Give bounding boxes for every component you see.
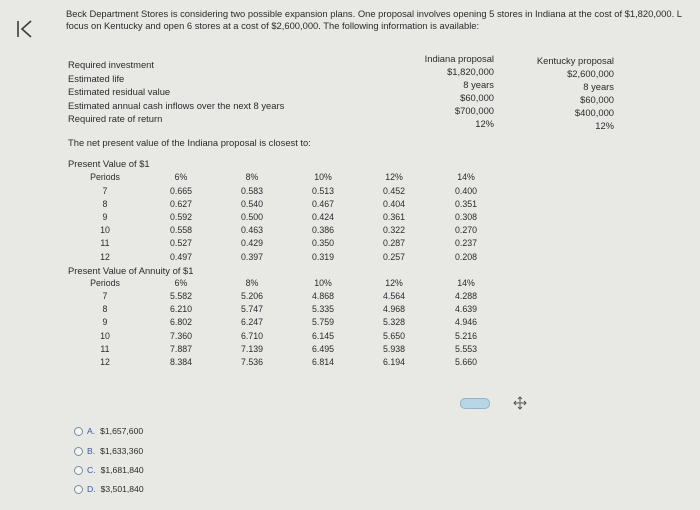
pva-factor-cell: 5.206 [240, 291, 263, 301]
pv-period-cell: 7 [102, 186, 108, 196]
pv-factor-cell: 0.308 [454, 212, 477, 223]
pva-period-cell: 12 [100, 357, 110, 367]
pva-factor-cell: 4.868 [311, 291, 334, 301]
option-d[interactable] [74, 484, 144, 494]
pva-factor-cell: 5.553 [454, 343, 477, 354]
pva-factor-cell: 5.328 [382, 317, 405, 328]
option-b-radio[interactable] [74, 447, 83, 456]
option-c[interactable] [74, 465, 144, 475]
option-c-text: $1,681,840 [100, 465, 144, 475]
option-d-radio[interactable] [74, 485, 83, 494]
pv-periods-header: Periods [90, 172, 120, 182]
pv-factor-cell: 0.322 [382, 225, 405, 236]
pv-factor-cell: 0.237 [454, 238, 477, 249]
kentucky-investment: $2,600,000 [567, 68, 614, 79]
indiana-investment: $1,820,000 [447, 66, 494, 77]
pv-period-cell: 8 [102, 199, 108, 210]
move-cursor-icon [513, 396, 527, 410]
pva-table-title: Present Value of Annuity of $1 [68, 265, 194, 276]
pva-factor-cell: 7.536 [240, 357, 263, 367]
kentucky-residual: $60,000 [580, 94, 614, 105]
pva-factor-cell: 4.639 [454, 304, 477, 315]
pva-rate-header: 14% [457, 278, 475, 288]
pv-factor-cell: 0.361 [382, 212, 405, 223]
pva-factor-cell: 7.139 [240, 343, 263, 354]
pva-factor-cell: 8.384 [169, 357, 192, 367]
pv-factor-cell: 0.208 [454, 251, 477, 262]
pva-factor-cell: 6.495 [311, 343, 334, 354]
kentucky-inflows: $400,000 [574, 107, 614, 118]
pv-factor-cell: 0.558 [169, 225, 192, 236]
info-labels [68, 58, 284, 126]
pv-factor-cell: 0.583 [240, 186, 263, 196]
pv-factor-cell: 0.513 [311, 186, 334, 196]
option-b[interactable] [74, 446, 143, 456]
pva-period-cell: 8 [102, 304, 108, 315]
option-d-text: $3,501,840 [100, 484, 144, 494]
label-annual-inflows: Estimated annual cash inflows over the next 8 years [68, 99, 285, 111]
pv-factor-cell: 0.500 [240, 212, 263, 223]
pv-table-title: Present Value of $1 [68, 158, 150, 169]
pva-rate-header: 12% [385, 278, 403, 288]
option-a[interactable] [74, 426, 143, 436]
pv-rate-header: 8% [245, 172, 259, 182]
pva-factor-cell: 7.887 [169, 343, 192, 354]
pva-factor-cell: 5.759 [311, 317, 334, 328]
pva-factor-cell: 6.210 [169, 304, 192, 315]
indiana-header: Indiana proposal [424, 53, 494, 64]
pv-rate-header: 6% [174, 172, 188, 182]
option-b-letter: B. [87, 446, 96, 456]
pva-factor-cell: 4.564 [382, 291, 405, 301]
option-c-radio[interactable] [74, 466, 83, 475]
option-c-letter: C. [87, 465, 96, 475]
pv-factor-cell: 0.397 [240, 251, 263, 262]
option-a-text: $1,657,600 [100, 426, 144, 436]
problem-statement [66, 8, 700, 32]
indiana-rate: 12% [475, 118, 494, 129]
pv-factor-cell: 0.257 [382, 251, 405, 262]
option-b-text: $1,633,360 [100, 446, 144, 456]
label-required-rate: Required rate of return [68, 113, 163, 124]
indiana-residual: $60,000 [460, 92, 494, 103]
back-to-start-icon[interactable] [14, 18, 40, 40]
pva-factor-cell: 5.582 [169, 291, 192, 301]
indiana-proposal-column [425, 52, 494, 130]
pv-period-cell: 9 [102, 212, 108, 223]
option-d-letter: D. [87, 484, 96, 494]
pva-factor-cell: 6.710 [240, 330, 263, 341]
pva-rate-header: 8% [245, 278, 259, 288]
kentucky-proposal-column [537, 54, 614, 132]
pv-factor-cell: 0.540 [240, 199, 263, 210]
pva-factor-cell: 6.145 [311, 330, 334, 341]
problem-line-1: Beck Department Stores is considering two possible expansion plans. One proposal involves opening 5 stores in Indiana at the cost of $1,820,000. L [66, 8, 682, 19]
pva-period-cell: 7 [102, 291, 108, 301]
pv-factor-cell: 0.424 [311, 212, 334, 223]
pv-factor-cell: 0.400 [454, 186, 477, 196]
indiana-life: 8 years [463, 79, 494, 90]
pva-factor-cell: 5.650 [382, 330, 405, 341]
pva-period-cell: 11 [100, 343, 110, 354]
pva-factor-cell: 5.747 [240, 304, 263, 315]
option-a-letter: A. [87, 426, 96, 436]
pv-factor-cell: 0.463 [240, 225, 263, 236]
pva-factor-cell: 6.247 [240, 317, 263, 328]
pv-factor-cell: 0.527 [169, 238, 192, 249]
pva-factor-cell: 5.938 [382, 343, 405, 354]
question-text: The net present value of the Indiana proposal is closest to: [68, 137, 311, 148]
pv-factor-cell: 0.287 [382, 238, 405, 249]
problem-line-2: focus on Kentucky and open 6 stores at a cost of $2,600,000. The following information is available: [66, 20, 480, 31]
pv-rate-header: 10% [314, 172, 332, 182]
pva-periods-header: Periods [90, 278, 120, 288]
pv-factor-cell: 0.467 [311, 199, 334, 210]
pva-factor-cell: 6.802 [169, 317, 192, 328]
pv-factor-cell: 0.404 [382, 199, 405, 210]
kentucky-rate: 12% [595, 120, 614, 131]
pv-factor-cell: 0.627 [169, 199, 192, 210]
pva-factor-cell: 4.946 [454, 317, 477, 328]
label-estimated-life: Estimated life [68, 72, 125, 84]
pv-factor-cell: 0.351 [454, 199, 477, 210]
more-options-button[interactable] [460, 398, 490, 409]
pv-factor-cell: 0.452 [382, 186, 405, 196]
pva-factor-cell: 5.216 [454, 330, 477, 341]
pva-factor-cell: 5.335 [311, 304, 334, 315]
pv-factor-cell: 0.665 [169, 186, 192, 196]
pva-period-cell: 10 [100, 330, 110, 341]
pv-period-cell: 10 [100, 225, 110, 236]
kentucky-life: 8 years [583, 81, 614, 92]
option-a-radio[interactable] [74, 427, 83, 436]
pv-factor-cell: 0.386 [311, 225, 334, 236]
pv-rate-header: 12% [385, 172, 403, 182]
pva-factor-cell: 4.968 [382, 304, 405, 315]
pv-factor-cell: 0.319 [311, 251, 334, 262]
pva-factor-cell: 5.660 [454, 357, 477, 367]
pva-factor-cell: 6.814 [311, 357, 334, 367]
indiana-inflows: $700,000 [454, 105, 494, 116]
pv-factor-cell: 0.497 [169, 251, 192, 262]
pva-rate-header: 10% [314, 278, 332, 288]
pva-period-cell: 9 [102, 317, 108, 328]
pv-rate-header: 14% [457, 172, 475, 182]
kentucky-header: Kentucky proposal [536, 55, 614, 66]
pv-factor-cell: 0.592 [169, 212, 192, 223]
pv-period-cell: 12 [100, 251, 110, 262]
pv-period-cell: 11 [100, 238, 110, 249]
pva-rate-header: 6% [174, 278, 188, 288]
label-residual-value: Estimated residual value [68, 86, 171, 97]
pva-factor-cell: 6.194 [382, 357, 405, 367]
pv-factor-cell: 0.350 [311, 238, 334, 249]
pv-factor-cell: 0.429 [240, 238, 263, 249]
pva-factor-cell: 4.288 [454, 291, 477, 301]
label-required-investment: Required investment [68, 59, 154, 70]
pv-factor-cell: 0.270 [454, 225, 477, 236]
pva-factor-cell: 7.360 [169, 330, 192, 341]
